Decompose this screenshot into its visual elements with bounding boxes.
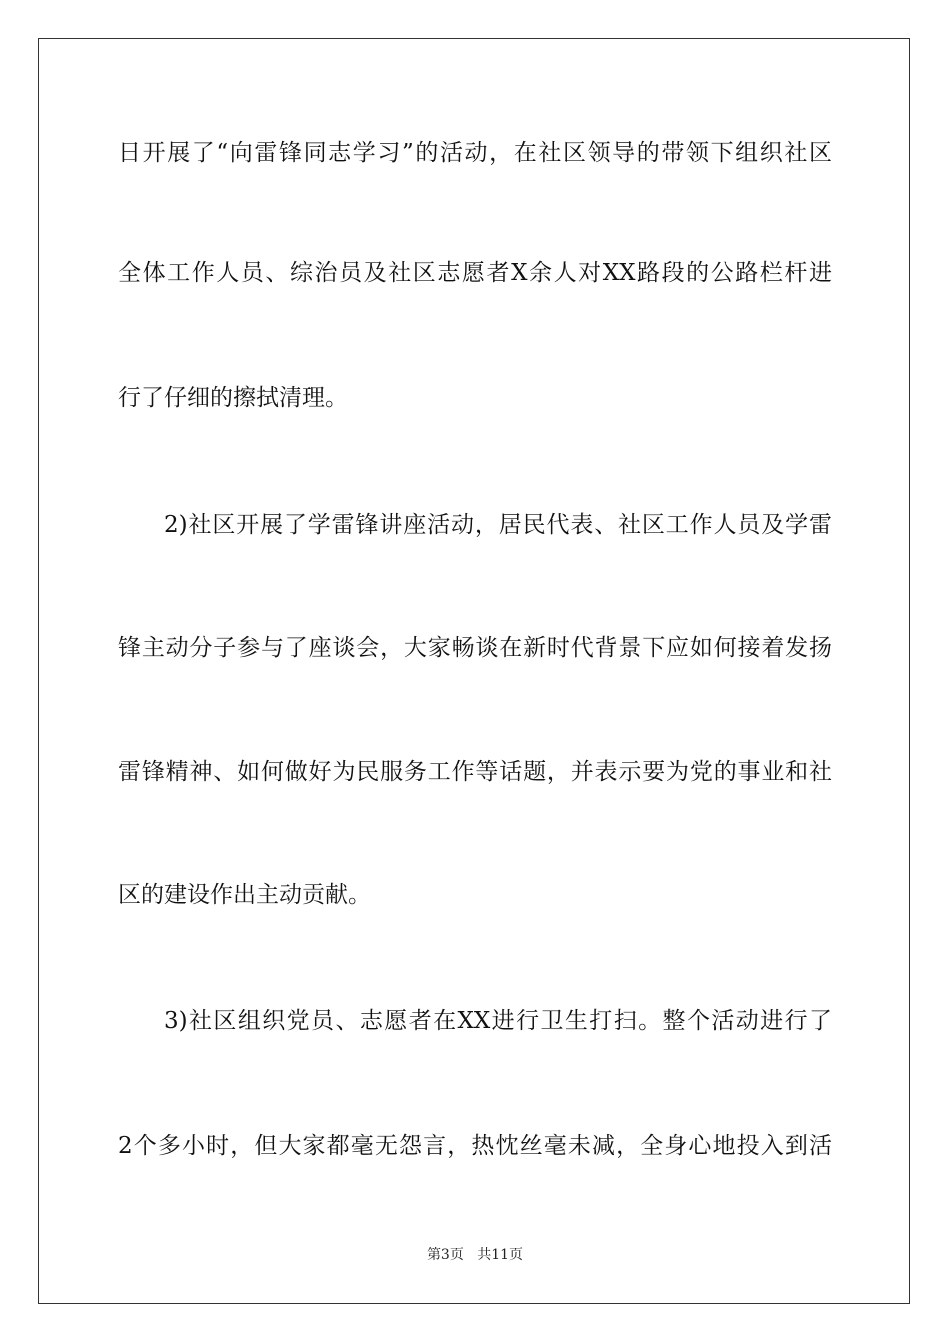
paragraph-line-8: 3)社区组织党员、志愿者在XX进行卫生打扫。整个活动进行了 [164, 1008, 832, 1034]
paragraph-line-7: 区的建设作出主动贡献。 [118, 882, 371, 908]
paragraph-line-9: 2个多小时，但大家都毫无怨言，热忱丝毫未减，全身心地投入到活 [118, 1133, 832, 1159]
paragraph-line-2: 全体工作人员、综治员及社区志愿者X余人对XX路段的公路栏杆进 [118, 260, 832, 286]
page-footer [0, 1246, 950, 1264]
page-number: 第3页 [426, 1247, 464, 1263]
paragraph-line-6: 雷锋精神、如何做好为民服务工作等话题，并表示要为党的事业和社 [118, 759, 832, 785]
paragraph-line-3: 行了仔细的擦拭清理。 [118, 385, 348, 411]
paragraph-line-5: 锋主动分子参与了座谈会，大家畅谈在新时代背景下应如何接着发扬 [118, 635, 832, 661]
paragraph-line-4: 2)社区开展了学雷锋讲座活动，居民代表、社区工作人员及学雷 [164, 512, 832, 538]
page-border [38, 38, 910, 1304]
paragraph-line-1: 日开展了“向雷锋同志学习”的活动，在社区领导的带领下组织社区 [118, 140, 832, 166]
page-total: 共11页 [477, 1247, 524, 1263]
